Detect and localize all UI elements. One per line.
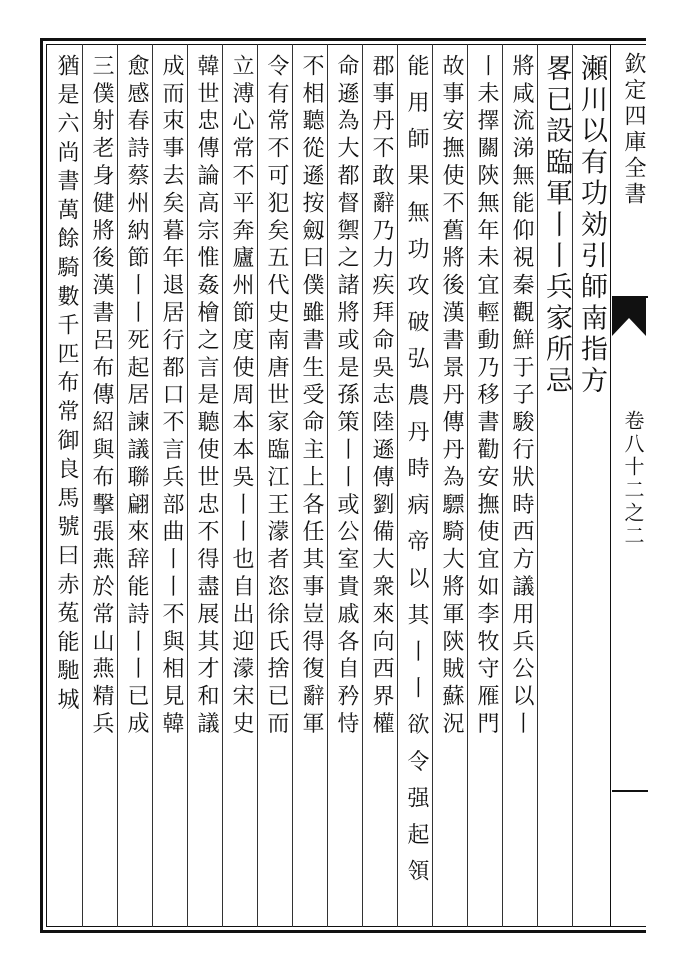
text-column-15: 三僕射老身健將後漢書呂布傳紹與布擊張燕於常山燕精兵 [89,54,114,739]
fish-tail-mark-icon [612,298,646,336]
text-column-4: 丨未擇關陝無年未宜輕動乃移書勸安撫使宜如李牧守雁門 [474,54,499,739]
text-column-7: 郡事丹不敢辭乃力疾拜命吳志陸遜傳劉備大衆來向西界權 [369,54,394,739]
volume-label: 卷八十二之二 [621,410,645,548]
text-column-3: 將咸流涕無能仰視秦觀鮮于子駿行狀時西方議用兵公以丨 [509,54,534,739]
text-column-1: 瀬川以有功効引師南指方 [576,54,607,398]
text-column-8: 命遜為大都督禦之諸將或是孫策丨丨或公室貴戚各自矜恃 [334,54,359,739]
text-column-9: 不相聽從遜按劔曰僕雖書生受命主上各任其事豈得復辭軍 [299,54,324,739]
text-column-6: 能用師果無功攻破弘農丹時病帝以其丨丨欲令强起領 [404,54,429,896]
margin-rule-bottom [612,790,648,792]
text-column-11: 立溥心常不平奔廬州節度使周本本吳丨丨也自出迎濛宋史 [229,54,254,739]
margin-divider [610,44,611,927]
text-column-5: 故事安撫使不舊將後漢書景丹傳丹為驃騎大將軍陝賊蘇況 [439,54,464,739]
text-column-16: 猶是六尚書萬餘騎數千匹布常御良馬號曰赤菟能馳城 [54,54,79,717]
text-column-13: 成而朿事去矣暮年退居行都口不言兵部曲丨丨不與相見韓 [159,54,184,739]
text-column-14: 愈感春詩蔡州納節丨丨死起居諫議聯翩來辞能詩丨丨已成 [124,54,149,739]
text-column-12: 韓世忠傳論高宗惟姦檜之言是聽使世忠不得盡展其才和議 [194,54,219,739]
edition-title: 欽定四庫全書 [621,52,646,208]
text-column-10: 令有常不可犯矣五代史南唐世家臨江王濛者恣徐氏捨已而 [264,54,289,739]
text-column-2: 畧已設臨軍丨丨兵家所忌 [541,54,572,398]
